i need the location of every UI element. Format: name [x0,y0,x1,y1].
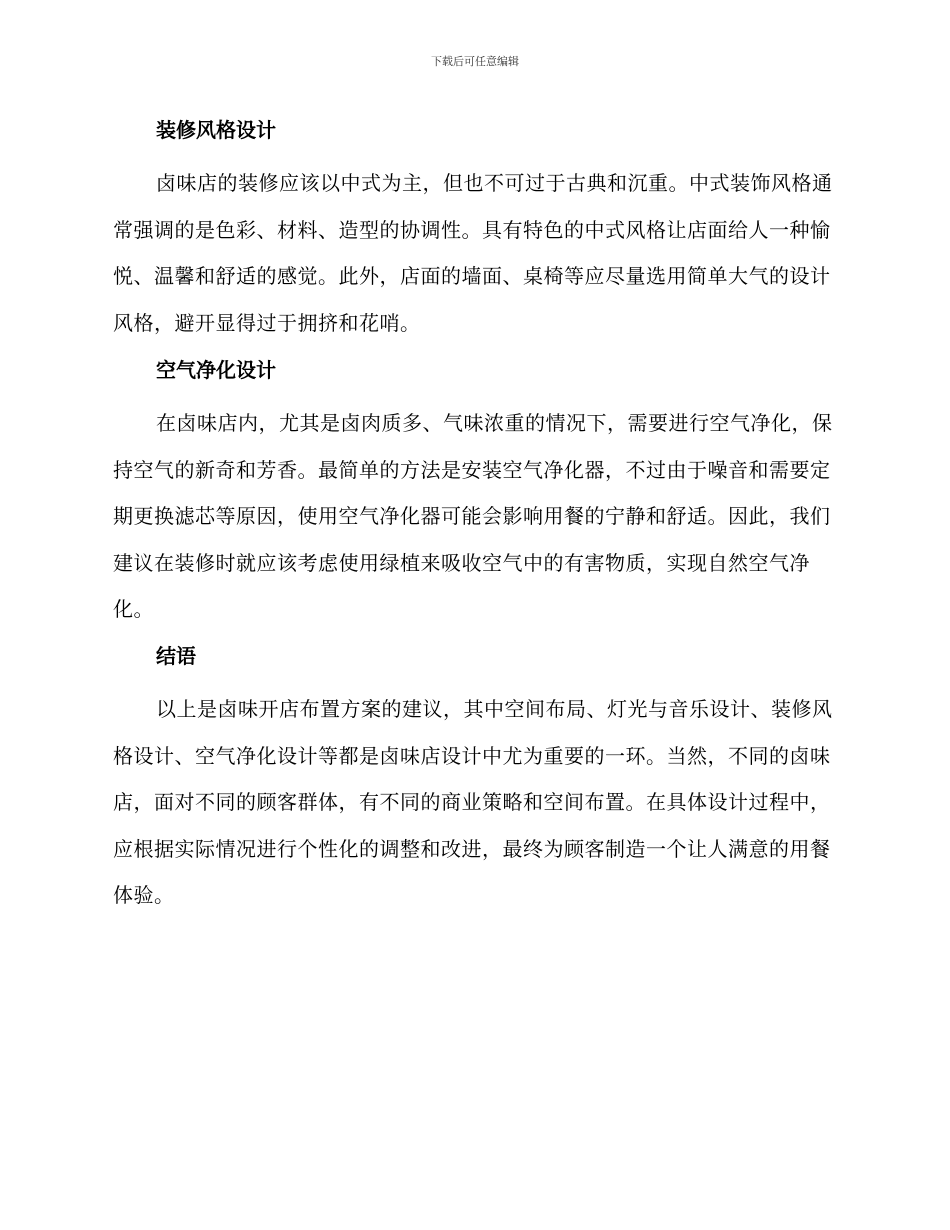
section-heading: 装修风格设计 [156,118,276,142]
section-heading: 空气净化设计 [156,358,276,382]
section-conclusion [113,638,833,918]
page-header: 下载后可任意编辑 [431,55,519,68]
document-body [113,112,833,924]
section-paragraph: 以上是卤味开店布置方案的建议，其中空间布局、灯光与音乐设计、装修风格设计、空气净化设计等都是卤味店设计中尤为重要的一环。当然，不同的卤味店，面对不同的顾客群体，有不同的商业策略和空间布置。在具体设计过程中，应根据实际情况进行个性化的调整和改进，最终为顾客制造一个让人满意的用餐体验。 [113,697,833,907]
section-air-purification [113,352,833,632]
section-decoration-style [113,112,833,346]
section-heading: 结语 [156,644,196,668]
section-paragraph: 在卤味店内，尤其是卤肉质多、气味浓重的情况下，需要进行空气净化，保持空气的新奇和芳香。最简单的方法是安装空气净化器，不过由于噪音和需要定期更换滤芯等原因，使用空气净化器可能会影响用餐的宁静和舒适。因此，我们建议在装修时就应该考虑使用绿植来吸收空气中的有害物质，实现自然空气净化。 [113,411,833,621]
section-paragraph: 卤味店的装修应该以中式为主，但也不可过于古典和沉重。中式装饰风格通常强调的是色彩、材料、造型的协调性。具有特色的中式风格让店面给人一种愉悦、温馨和舒适的感觉。此外，店面的墙面、桌椅等应尽量选用简单大气的设计风格，避开显得过于拥挤和花哨。 [113,171,833,335]
